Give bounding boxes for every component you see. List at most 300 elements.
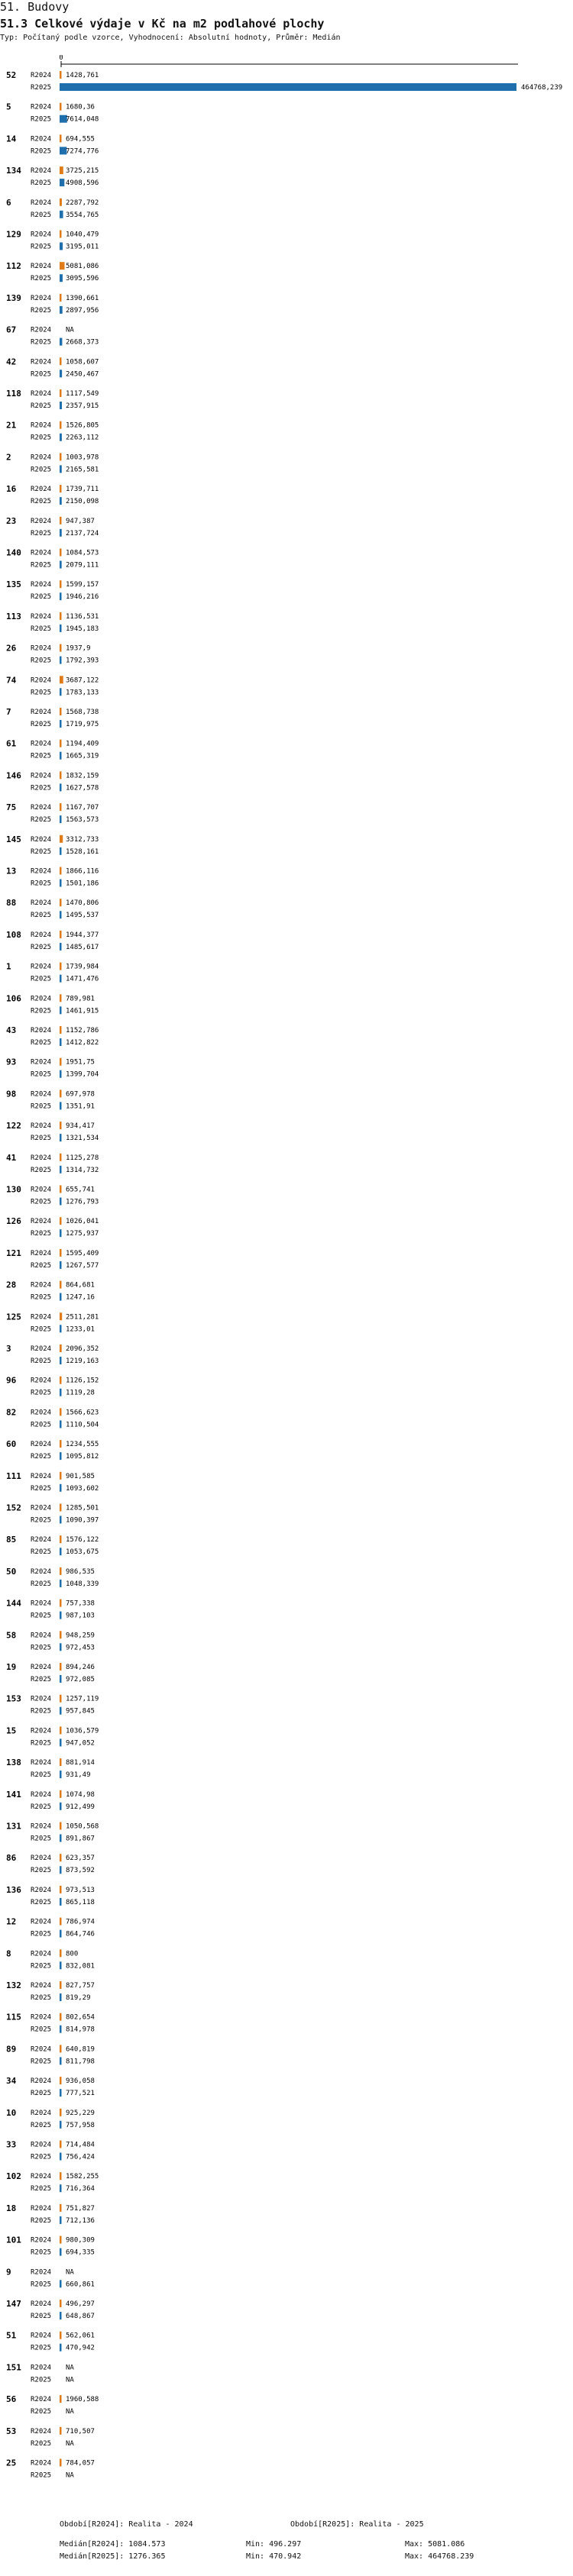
bar-r2024 <box>60 1535 62 1543</box>
data-label: 1485,617 <box>66 943 99 951</box>
series-label: R2025 <box>31 1644 52 1652</box>
category-label: 108 <box>6 929 21 940</box>
legend-period-2024: Období[R2024]: Realita - 2024 <box>60 2520 193 2529</box>
bar-r2024 <box>60 2045 62 2052</box>
data-label: 7614,048 <box>66 115 99 124</box>
series-label: R2024 <box>31 2141 52 2149</box>
bar-r2025 <box>60 370 62 377</box>
series-label: R2024 <box>31 549 52 557</box>
category-label: 1 <box>6 961 11 972</box>
series-label: R2024 <box>31 1790 52 1799</box>
series-label: R2024 <box>31 199 52 207</box>
series-label: R2024 <box>31 1759 52 1767</box>
data-label: 1090,397 <box>66 1516 99 1525</box>
data-label: 864,746 <box>66 1930 95 1938</box>
bar-r2025 <box>60 1771 62 1778</box>
series-label: R2024 <box>31 1281 52 1290</box>
bar-r2024 <box>60 1154 62 1161</box>
data-label: 1783,133 <box>66 689 99 697</box>
bar-r2025 <box>60 1261 62 1269</box>
bar-r2025 <box>60 1612 62 1619</box>
series-label: R2025 <box>31 2058 52 2066</box>
category-label: 146 <box>6 770 21 781</box>
data-label: 1074,98 <box>66 1790 95 1799</box>
series-label: R2024 <box>31 1090 52 1099</box>
bar-r2025 <box>60 2026 62 2033</box>
series-label: R2024 <box>31 804 52 812</box>
series-label: R2024 <box>31 1727 52 1735</box>
series-label: R2025 <box>31 975 52 983</box>
data-label: 1276,793 <box>66 1198 99 1206</box>
series-label: R2025 <box>31 2313 52 2320</box>
data-label: 1152,786 <box>66 1027 99 1035</box>
bar-r2024 <box>60 1600 62 1607</box>
series-label: R2025 <box>31 402 52 410</box>
bar-r2025 <box>60 2248 62 2256</box>
bar-r2025 <box>60 625 62 632</box>
bar-r2024 <box>60 1122 62 1129</box>
bar-r2024 <box>60 2332 62 2339</box>
series-label: R2025 <box>31 847 52 856</box>
series-label: R2025 <box>31 943 52 951</box>
bar-r2024 <box>60 1186 62 1193</box>
bar-r2024 <box>60 2236 62 2244</box>
series-label: R2025 <box>31 2408 52 2416</box>
series-label: R2025 <box>31 1039 52 1047</box>
data-label: 1739,711 <box>66 486 99 494</box>
series-label: R2024 <box>31 1027 52 1035</box>
data-label: 714,484 <box>66 2141 95 2149</box>
bar-r2024 <box>60 899 62 906</box>
bar-r2025 <box>60 2089 62 2097</box>
bar-r2025 <box>60 179 64 186</box>
data-label: 819,29 <box>66 1994 91 2002</box>
bar-r2025 <box>60 1993 62 2001</box>
bar-r2024 <box>60 771 62 779</box>
data-label: 1428,761 <box>66 72 99 79</box>
bar-r2024 <box>60 294 62 302</box>
bar-r2024 <box>60 2204 62 2212</box>
bar-r2024 <box>60 1663 62 1671</box>
data-label: 800 <box>66 1950 79 1958</box>
data-label: 864,681 <box>66 1281 95 1290</box>
data-label: 1739,984 <box>66 963 99 971</box>
category-label: 34 <box>6 2076 17 2087</box>
category-label: 86 <box>6 1853 17 1864</box>
series-label: R2025 <box>31 1739 52 1748</box>
bar-r2024 <box>60 1217 62 1225</box>
bar-r2024 <box>60 1089 62 1097</box>
category-label: 152 <box>6 1503 21 1513</box>
data-label: 980,309 <box>66 2236 95 2245</box>
series-label: R2025 <box>31 1867 52 1875</box>
data-label: 1275,937 <box>66 1230 99 1238</box>
bar-r2025 <box>60 1643 62 1651</box>
series-label: R2024 <box>31 358 52 366</box>
bar-r2025 <box>60 1803 62 1810</box>
bar-r2025 <box>60 880 62 887</box>
category-label: 33 <box>6 2139 17 2150</box>
bar-r2025 <box>60 911 62 918</box>
data-label: 947,387 <box>66 517 95 525</box>
series-label: R2024 <box>31 1472 52 1480</box>
series-label: R2024 <box>31 1154 52 1162</box>
series-label: R2024 <box>31 2109 52 2117</box>
series-label: R2025 <box>31 784 52 792</box>
data-label: 3095,596 <box>66 275 99 283</box>
series-label: R2025 <box>31 1962 52 1971</box>
data-label: 2511,281 <box>66 1313 99 1322</box>
data-label: 3312,733 <box>66 835 99 844</box>
bar-r2024 <box>60 1344 62 1352</box>
series-label: R2025 <box>31 816 52 825</box>
data-label: 1946,216 <box>66 593 99 602</box>
data-label: 1321,534 <box>66 1135 99 1143</box>
data-label: 1399,704 <box>66 1070 99 1079</box>
bar-r2024 <box>60 2109 62 2116</box>
category-label: 15 <box>6 1725 17 1736</box>
bar-r2025 <box>60 1325 62 1332</box>
data-label: 1125,278 <box>66 1154 99 1162</box>
bar-r2025 <box>60 1389 62 1396</box>
data-label: 789,981 <box>66 995 95 1003</box>
series-label: R2025 <box>31 1070 52 1079</box>
data-label: 648,867 <box>66 2313 95 2320</box>
data-label: NA <box>66 2408 74 2416</box>
data-label: 987,103 <box>66 1612 95 1620</box>
series-label: R2024 <box>31 931 52 939</box>
bar-r2025 <box>60 815 62 823</box>
category-label: 138 <box>6 1758 21 1768</box>
bar-r2025 <box>60 274 63 282</box>
category-label: 121 <box>6 1248 21 1258</box>
series-label: R2024 <box>31 1886 52 1894</box>
series-label: R2025 <box>31 689 52 697</box>
series-label: R2024 <box>31 1249 52 1257</box>
series-label: R2024 <box>31 421 52 430</box>
series-label: R2024 <box>31 2459 52 2468</box>
data-label: 1627,578 <box>66 784 99 792</box>
category-label: 6 <box>6 197 11 208</box>
series-label: R2025 <box>31 1102 52 1111</box>
bar-r2024 <box>60 1026 62 1034</box>
series-label: R2024 <box>31 326 52 334</box>
data-label: 814,978 <box>66 2026 95 2034</box>
series-label: R2024 <box>31 454 52 462</box>
bar-r2025 <box>60 2344 62 2352</box>
series-label: R2025 <box>31 1389 52 1397</box>
bar-r2024 <box>60 1758 62 1766</box>
data-label: 1832,159 <box>66 772 99 780</box>
series-label: R2024 <box>31 1822 52 1831</box>
series-label: R2025 <box>31 1007 52 1015</box>
legend-median-2024: Medián[R2024]: 1084.573 <box>60 2540 166 2549</box>
category-label: 113 <box>6 611 21 621</box>
bar-r2025 <box>60 1102 62 1109</box>
data-label: 1471,476 <box>66 975 99 983</box>
series-label: R2024 <box>31 1855 52 1863</box>
bar-r2025 <box>60 1452 62 1460</box>
data-label: 1257,119 <box>66 1695 99 1703</box>
series-label: R2024 <box>31 103 52 111</box>
series-label: R2024 <box>31 167 52 176</box>
data-label: 1351,91 <box>66 1102 95 1111</box>
bar-r2025 <box>60 1516 62 1524</box>
series-label: R2025 <box>31 275 52 283</box>
bar-r2024 <box>60 1440 62 1448</box>
series-label: R2024 <box>31 1186 52 1194</box>
bar-r2024 <box>60 262 65 270</box>
category-label: 101 <box>6 2235 21 2245</box>
bar-r2025 <box>60 561 62 569</box>
legend-max-2024: Max: 5081.086 <box>405 2540 465 2549</box>
bar-r2025 <box>60 243 63 250</box>
series-label: R2024 <box>31 2364 52 2372</box>
data-label: 1095,812 <box>66 1453 99 1461</box>
data-label: 2137,724 <box>66 529 99 537</box>
bar-r2024 <box>60 517 62 525</box>
data-label: NA <box>66 326 74 334</box>
series-label: R2025 <box>31 1325 52 1334</box>
data-label: 697,978 <box>66 1090 95 1099</box>
data-label: 802,654 <box>66 2013 95 2022</box>
data-label: 986,535 <box>66 1567 95 1576</box>
bar-r2024 <box>60 1695 62 1703</box>
category-label: 126 <box>6 1216 21 1227</box>
data-label: 934,417 <box>66 1122 95 1131</box>
series-label: R2024 <box>31 2427 52 2436</box>
legend-period-2025: Období[R2025]: Realita - 2025 <box>290 2520 424 2529</box>
series-label: R2025 <box>31 561 52 570</box>
series-label: R2024 <box>31 581 52 589</box>
bar-r2024 <box>60 2141 62 2148</box>
series-label: R2024 <box>31 1950 52 1958</box>
data-label: 957,845 <box>66 1707 95 1716</box>
series-label: R2025 <box>31 434 52 442</box>
data-label: 1568,738 <box>66 709 99 716</box>
category-label: 16 <box>6 484 17 495</box>
data-label: NA <box>66 2471 74 2480</box>
data-label: 757,338 <box>66 1600 95 1608</box>
series-label: R2024 <box>31 772 52 780</box>
data-label: 2165,581 <box>66 466 99 474</box>
bar-r2024 <box>60 1886 62 1893</box>
data-label: 1048,339 <box>66 1580 99 1588</box>
data-label: 710,507 <box>66 2427 95 2436</box>
series-label: R2025 <box>31 2376 52 2384</box>
data-label: 873,592 <box>66 1867 95 1875</box>
bar-r2024 <box>60 835 63 843</box>
data-label: 1665,319 <box>66 752 99 760</box>
bar-r2024 <box>60 549 62 557</box>
bar-r2025 <box>60 497 62 505</box>
category-label: 41 <box>6 1152 17 1163</box>
data-label: 1167,707 <box>66 804 99 812</box>
series-label: R2025 <box>31 2281 52 2289</box>
data-label: 827,757 <box>66 1982 95 1990</box>
data-label: 1951,75 <box>66 1058 95 1067</box>
bar-r2024 <box>60 1504 62 1512</box>
bar-r2024 <box>60 1281 62 1289</box>
bar-r2024 <box>60 612 62 620</box>
bar-r2024 <box>60 1249 62 1257</box>
chart-type-info: Typ: Počítaný podle vzorce, Vyhodnocení: Absolutní hodnoty, Průměr: Medián <box>0 34 341 42</box>
data-label: 2450,467 <box>66 370 99 379</box>
data-label: 1110,504 <box>66 1421 99 1429</box>
bar-r2025 <box>60 783 62 791</box>
series-label: R2024 <box>31 1409 52 1417</box>
series-label: R2024 <box>31 390 52 398</box>
data-label: 891,867 <box>66 1835 95 1843</box>
legend-median-2025: Medián[R2025]: 1276.365 <box>60 2552 166 2561</box>
data-label: 865,118 <box>66 1898 95 1906</box>
series-label: R2024 <box>31 612 52 621</box>
series-label: R2024 <box>31 2173 52 2181</box>
series-label: R2025 <box>31 243 52 251</box>
category-label: 23 <box>6 515 17 526</box>
data-label: 1461,915 <box>66 1007 99 1015</box>
category-label: 153 <box>6 1693 21 1704</box>
series-label: R2025 <box>31 1516 52 1525</box>
category-label: 8 <box>6 1948 11 1959</box>
bar-r2024 <box>60 453 62 460</box>
data-label: 811,798 <box>66 2058 95 2066</box>
data-label: 2150,098 <box>66 498 99 506</box>
series-label: R2024 <box>31 1504 52 1512</box>
bar-r2025 <box>60 338 62 346</box>
series-label: R2025 <box>31 1453 52 1461</box>
bar-r2025 <box>60 2057 62 2064</box>
data-label: 972,453 <box>66 1644 95 1652</box>
category-label: 89 <box>6 2044 17 2055</box>
series-label: R2024 <box>31 72 52 79</box>
series-label: R2025 <box>31 2121 52 2129</box>
category-label: 50 <box>6 1566 17 1577</box>
series-label: R2025 <box>31 1230 52 1238</box>
data-label: 1792,393 <box>66 657 99 665</box>
bar-r2024 <box>60 1408 62 1416</box>
series-label: R2025 <box>31 2026 52 2034</box>
category-label: 18 <box>6 2203 17 2213</box>
category-label: 111 <box>6 1470 21 1481</box>
series-label: R2024 <box>31 676 52 685</box>
bar-r2024 <box>60 1726 62 1734</box>
bar-r2025 <box>60 2184 62 2192</box>
series-label: R2024 <box>31 135 52 144</box>
bar-r2025 <box>60 1866 62 1874</box>
series-label: R2025 <box>31 1612 52 1620</box>
section-title: 51. Budovy <box>0 0 70 14</box>
bar-r2025 <box>60 2153 62 2161</box>
data-label: 1470,806 <box>66 899 99 908</box>
series-label: R2025 <box>31 1803 52 1811</box>
category-label: 118 <box>6 389 21 399</box>
data-label: 947,052 <box>66 1739 95 1748</box>
bar-r2024 <box>60 867 62 875</box>
data-label: 655,741 <box>66 1186 95 1194</box>
bar-r2025 <box>60 1357 62 1364</box>
bar-r2025 <box>60 83 516 91</box>
bar-r2025 <box>60 1484 62 1492</box>
category-label: 5 <box>6 102 11 112</box>
data-label: 1314,732 <box>66 1166 99 1174</box>
series-label: R2024 <box>31 644 52 653</box>
data-label: 1576,122 <box>66 1536 99 1545</box>
data-label: 936,058 <box>66 2077 95 2086</box>
category-label: 19 <box>6 1662 17 1672</box>
bar-r2025 <box>60 1038 62 1046</box>
data-label: 5081,086 <box>66 263 99 271</box>
data-label: 1501,186 <box>66 880 99 888</box>
bar-r2024 <box>60 421 62 429</box>
data-label: 1495,537 <box>66 912 99 920</box>
category-label: 106 <box>6 993 21 1004</box>
bar-r2024 <box>60 2427 62 2435</box>
bar-r2025 <box>60 1580 62 1587</box>
category-label: 134 <box>6 166 21 176</box>
series-label: R2025 <box>31 498 52 506</box>
bar-r2024 <box>60 1312 62 1320</box>
data-label: 3725,215 <box>66 167 99 176</box>
bar-r2024 <box>60 1822 62 1830</box>
data-label: 1719,975 <box>66 721 99 728</box>
bar-r2025 <box>60 1166 62 1173</box>
data-label: 973,513 <box>66 1886 95 1894</box>
data-label: 496,297 <box>66 2300 95 2308</box>
data-label: 1247,16 <box>66 1293 95 1302</box>
bar-r2025 <box>60 592 62 600</box>
series-label: R2024 <box>31 2268 52 2277</box>
bar-r2025 <box>60 1707 62 1715</box>
data-label: 1412,822 <box>66 1039 99 1047</box>
series-label: R2024 <box>31 1632 52 1640</box>
series-label: R2025 <box>31 880 52 888</box>
category-label: 2 <box>6 452 11 463</box>
series-label: R2025 <box>31 1484 52 1493</box>
bar-r2025 <box>60 2312 62 2319</box>
data-label: 757,958 <box>66 2121 95 2129</box>
series-label: R2024 <box>31 995 52 1003</box>
bar-r2024 <box>60 1377 62 1384</box>
bar-r2025 <box>60 465 62 473</box>
bar-r2024 <box>60 166 63 174</box>
category-label: 130 <box>6 1184 21 1195</box>
bar-r2025 <box>60 1070 62 1078</box>
bar-r2025 <box>60 847 62 855</box>
data-label: 1053,675 <box>66 1548 99 1557</box>
bar-r2024 <box>60 199 62 206</box>
series-label: R2025 <box>31 1898 52 1906</box>
series-label: R2024 <box>31 2045 52 2054</box>
bar-r2024 <box>60 1790 62 1798</box>
bar-r2024 <box>60 103 62 111</box>
bar-r2024 <box>60 134 62 142</box>
data-label: 1117,549 <box>66 390 99 398</box>
bar-r2024 <box>60 644 62 652</box>
data-label: 470,942 <box>66 2344 95 2352</box>
bar-r2025 <box>60 688 62 696</box>
bar-r2025 <box>60 1198 62 1206</box>
category-label: 102 <box>6 2171 21 2182</box>
category-label: 26 <box>6 643 17 654</box>
data-label: 1084,573 <box>66 549 99 557</box>
category-label: 145 <box>6 834 21 844</box>
data-label: 1582,255 <box>66 2173 99 2181</box>
bar-r2024 <box>60 963 62 970</box>
series-label: R2024 <box>31 740 52 748</box>
data-label: 1528,161 <box>66 847 99 856</box>
series-label: R2025 <box>31 1771 52 1780</box>
